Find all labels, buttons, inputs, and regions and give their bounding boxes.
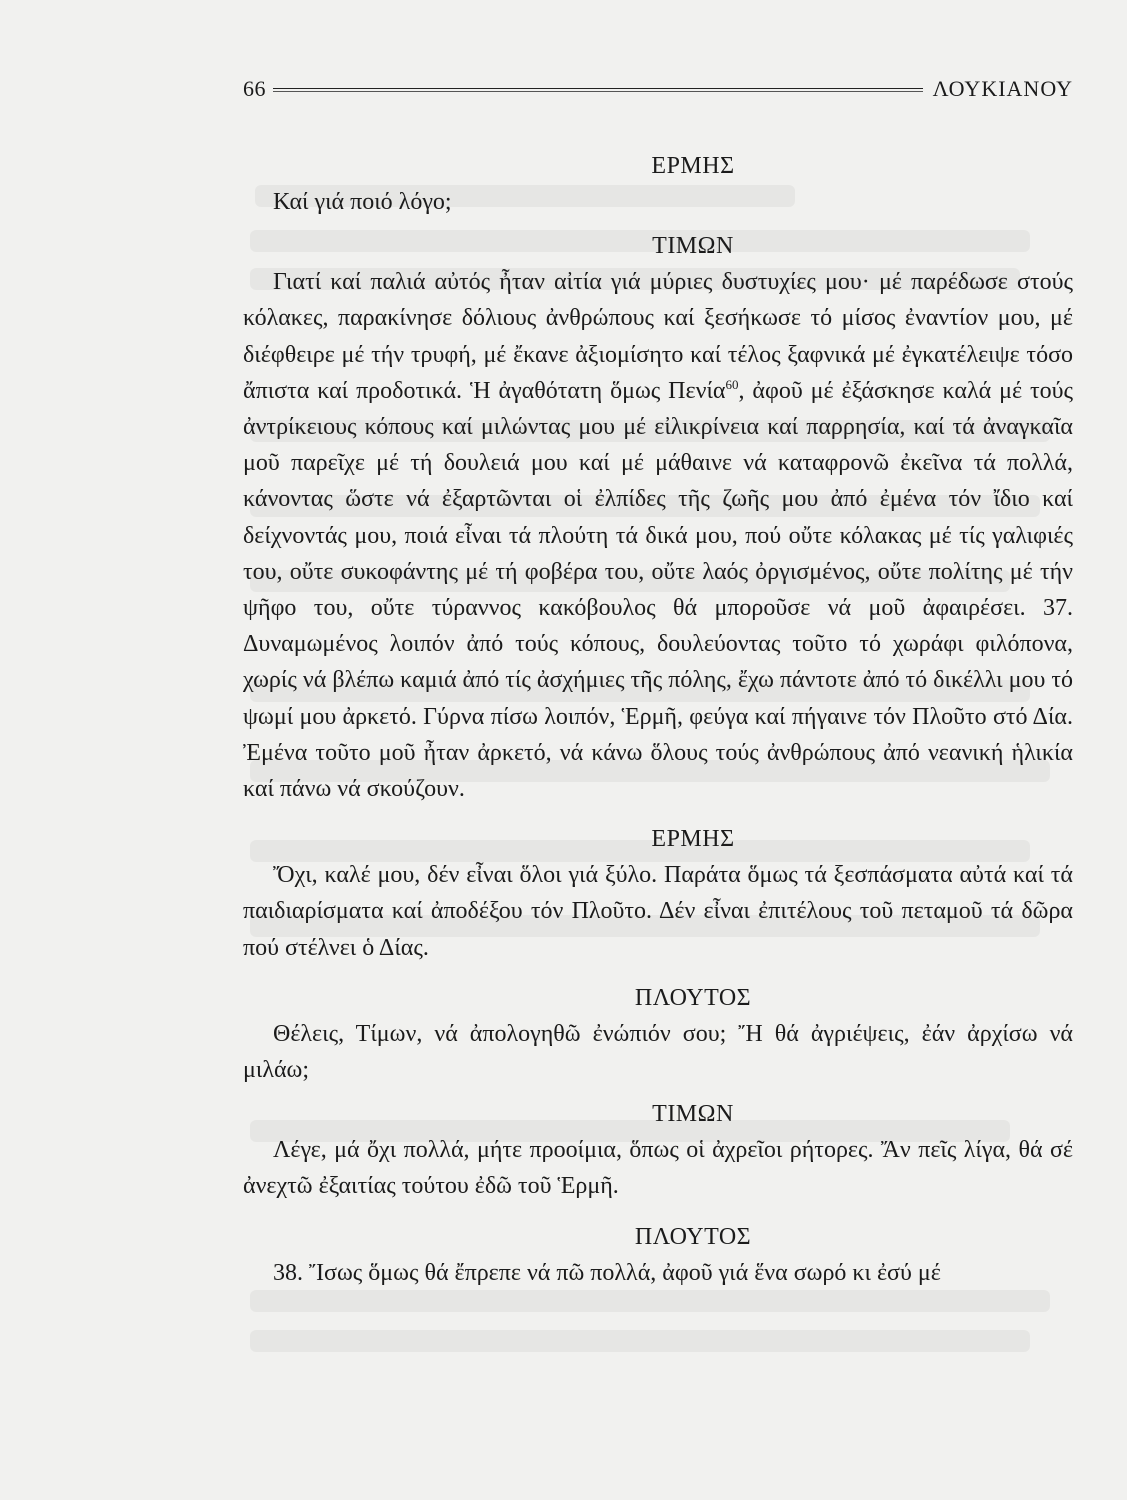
page-number: 66: [243, 76, 266, 101]
speech-paragraph: Ὄχι, καλέ μου, δέν εἶναι ὅλοι γιά ξύλο. Παράτα ὅμως τά ξεσπάσματα αὐτά καί τά παιδιαρίσματα καί ἀποδέξου τόν Πλοῦτο. Δέν εἶναι ἐπιτέλους τοῦ πεταμοῦ τά δῶρα πού στέλνει ὁ Δίας.: [243, 862, 1073, 961]
speaker-name: ΕΡΜΗΣ: [651, 153, 735, 179]
running-title: ΛΟΥΚΙΑΝΟΥ: [932, 76, 1073, 101]
speaker-name: ΠΛΟΥΤΟΣ: [634, 1223, 752, 1250]
dialogue-text: [243, 148, 1073, 1291]
speech-paragraph: Θέλεις, Τίμων, νά ἀπολογηθῶ ἐνώπιόν σου; Ἤ θά ἀγριέψεις, ἐάν ἀρχίσω νά μιλάω;: [243, 1020, 1073, 1084]
header-rule: [273, 88, 923, 92]
speech-text: Γιατί καί παλιά αὐτός ἦταν αἰτία γιά μύριες δυστυχίες μου· μέ παρέδωσε στούς κόλακες, παρακίνησε δόλιους ἀνθρώπους καί ξεσήκωσε τό μίσος ἐναντίον μου, μέ διέφθειρε μέ τήν τρυφή, μέ ἔκανε ἀξιομίσητο καί τέλος ξαφνικά μέ ἐγκατέλειψε τόσο ἄπιστα καί προδοτικά. Ἡ ἀγαθότατη ὅμως Πενία: [243, 269, 1073, 404]
speech-paragraph: Καί γιά ποιό λόγο;: [273, 189, 452, 215]
speech-paragraph: Λέγε, μά ὄχι πολλά, μήτε προοίμια, ὅπως οἱ ἀχρεῖοι ρήτορες. Ἄν πεῖς λίγα, θά σέ ἀνεχτῶ ἐξαιτίας τούτου ἐδῶ τοῦ Ἑρμῆ.: [243, 1137, 1073, 1200]
speaker-name: ΕΡΜΗΣ: [651, 826, 735, 853]
speaker-name: ΠΛΟΥΤΟΣ: [634, 984, 752, 1011]
book-page: [243, 70, 1073, 1291]
footnote-marker: 60: [725, 376, 739, 392]
speaker-name: ΤΙΜΩΝ: [652, 1101, 734, 1128]
running-head: [243, 70, 1073, 110]
speaker-name: ΤΙΜΩΝ: [652, 233, 734, 260]
speech-paragraph: [243, 264, 1073, 807]
speech-paragraph: 38. Ἴσως ὅμως θά ἔπρεπε νά πῶ πολλά, ἀφοῦ γιά ἕνα σωρό κι ἐσύ μέ: [273, 1259, 941, 1286]
speech-text: , ἀφοῦ μέ ἐξάσκησε καλά μέ τούς ἀντρίκειους κόπους καί μιλώντας μου μέ εἰλικρίνεια καί παρρησία, καί τά ἀναγκαῖα μοῦ παρεῖχε μέ τή δουλειά μου καί μέ μάθαινε νά καταφρονῶ ἐκεῖνα τά πολλά, κάνοντας ὥστε νά ἐξαρτῶνται οἱ ἐλπίδες τῆς ζωῆς μου ἀπό ἐμένα τόν ἴδιο καί δείχνοντάς μου, ποιά εἶναι τά πλούτη τά δικά μου, πού οὔτε κόλακας μέ τίς γαλιφιές του, οὔτε συκοφάντης μέ τή φοβέρα του, οὔτε λαός ὀργισμένος, οὔτε πολίτης μέ τήν ψῆφο του, οὔτε τύραννος κακόβουλος θά μποροῦσε νά μοῦ ἀφαιρέσει. 37. Δυναμωμένος λοιπόν ἀπό τούς κόπους, δουλεύοντας τοῦτο τό χωράφι φιλόπονα, χωρίς νά βλέπω καμιά ἀπό τίς ἀσχήμιες τῆς πόλης, ἔχω πάντοτε ἀπό τό δικέλλι μου τό ψωμί μου ἀρκετό. Γύρνα πίσω λοιπόν, Ἑρμῆ, φεύγα καί πήγαινε τόν Πλοῦτο στό Δία. Ἐμένα τοῦτο μοῦ ἦταν ἀρκετό, νά κάνω ὅλους τούς ἀνθρώπους ἀπό νεανική ἡλικία καί πάνω νά σκούζουν.: [243, 377, 1073, 803]
